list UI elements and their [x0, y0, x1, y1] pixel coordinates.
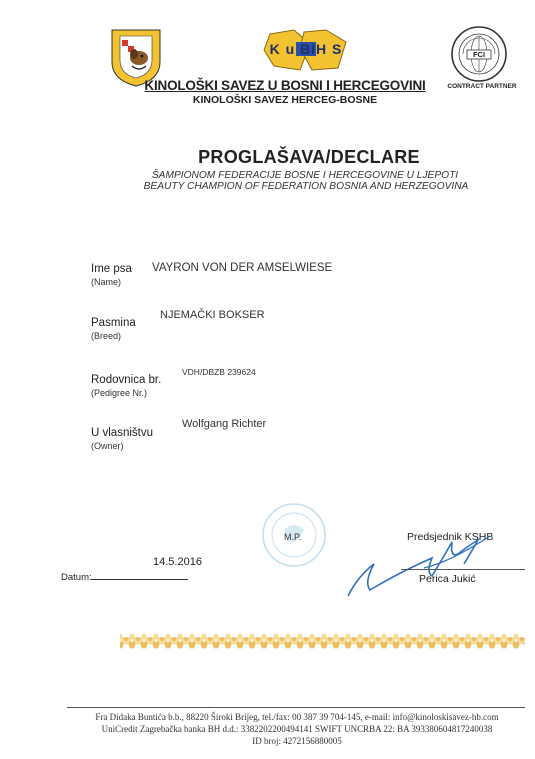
- subtitle-local: ŠAMPIONOM FEDERACIJE BOSNE I HERCEGOVINE U LJEPOTI: [151, 170, 459, 181]
- stamp-label: M.P.: [284, 532, 302, 542]
- decorative-rope-border: [120, 626, 525, 656]
- fci-logo-text: FCI: [472, 50, 486, 59]
- date-line: [91, 578, 188, 580]
- owner-sublabel: (Owner): [91, 441, 124, 451]
- name-sublabel: (Name): [91, 277, 122, 287]
- breed-sublabel: (Breed): [91, 331, 122, 341]
- breed-label: Pasmina: [91, 317, 136, 329]
- president-name: Perica Jukić: [419, 573, 476, 585]
- subtitle-english: BEAUTY CHAMPION OF FEDERATION BOSNIA AND HERZEGOVINA: [143, 181, 469, 192]
- footer-bank: UniCredit Zagrebačka banka BH d.d.: 3382202200494141 SWIFT UNCRBA 22: BA 393380604817240038: [101, 724, 493, 734]
- president-title: Predsjednik KSHB: [407, 531, 494, 543]
- breed-value: NJEMAČKI BOKSER: [160, 309, 265, 321]
- owner-value: Wolfgang Richter: [182, 418, 267, 430]
- pedigree-value: VDH/DBZB 239624: [182, 367, 256, 377]
- footer-address: Fra Didaka Buntića b.b., 88220 Široki Brijeg, tel./fax: 00 387 39 704-145, e-mail: info@kinoloskisavez-hb.com: [95, 712, 499, 722]
- organization-subname: KINOLOŠKI SAVEZ HERCEG-BOSNE: [192, 94, 378, 106]
- document-title: PROGLAŠAVA/DECLARE: [198, 147, 420, 167]
- president-signature: [340, 532, 500, 600]
- date-value: 14.5.2016: [153, 556, 202, 568]
- kubih-logo: [260, 28, 352, 72]
- footer-rule: [67, 707, 525, 709]
- organization-name: KINOLOŠKI SAVEZ U BOSNI I HERCEGOVINI: [144, 78, 426, 93]
- pedigree-label: Rodovnica br.: [91, 374, 162, 386]
- footer-id: ID broj: 4272156880005: [252, 736, 342, 746]
- dog-name-value: VAYRON VON DER AMSELWIESE: [152, 262, 333, 274]
- signature-line: [401, 568, 525, 570]
- name-label: Ime psa: [91, 263, 132, 275]
- fci-caption: CONTRACT PARTNER: [447, 83, 517, 90]
- pedigree-sublabel: (Pedigree Nr.): [91, 388, 148, 398]
- owner-label: U vlasništvu: [91, 427, 153, 439]
- date-label: Datum:: [61, 572, 92, 583]
- kubih-logo-text: K u BiH S: [269, 41, 343, 57]
